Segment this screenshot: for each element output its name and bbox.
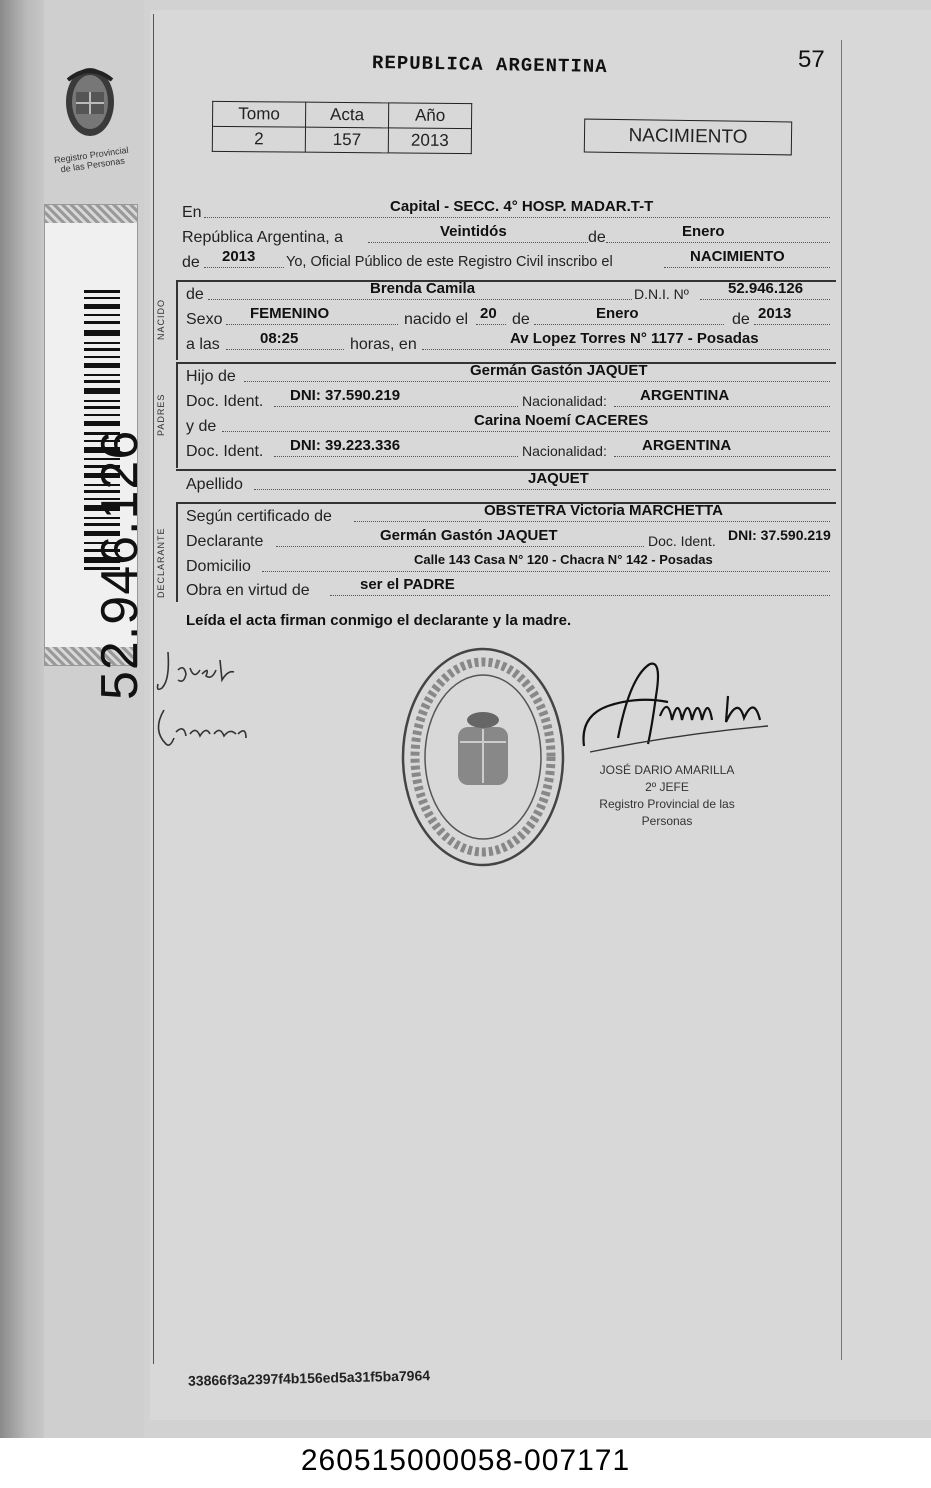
nacido-el-label: nacido el (404, 311, 469, 328)
row-apellido (182, 470, 832, 498)
a-las-label: a las (186, 336, 220, 353)
nacido-hora: 08:25 (260, 330, 299, 347)
act-type-box: NACIMIENTO (584, 119, 792, 156)
book-binding (0, 0, 44, 1438)
nacido-section-label: NACIDO (156, 298, 166, 340)
mes-value: Enero (682, 223, 725, 240)
en-label: En (182, 204, 202, 221)
obra-label: Obra en virtud de (186, 582, 310, 599)
official-signature (578, 656, 778, 756)
anio-value: 2013 (222, 248, 256, 265)
padre-nac-label: Nacionalidad: (522, 393, 607, 409)
padre-doc-label: Doc. Ident. (186, 393, 264, 410)
padre-nacionalidad: ARGENTINA (640, 387, 730, 404)
madre-nombre: Carina Noemí CACERES (474, 412, 649, 429)
row-obra (182, 576, 832, 604)
declarante-section-label: DECLARANTE (156, 527, 166, 598)
nacido-de-label-3: de (732, 311, 750, 328)
barcode-number: 52.946.126 (91, 429, 149, 700)
certificado-value: OBSTETRA Victoria MARCHETTA (484, 502, 723, 519)
registro-label: Registro Provincial de las Personas (53, 144, 130, 175)
domicilio-label: Domicilio (186, 558, 251, 575)
de2-label: de (182, 254, 200, 271)
declarante-label: Declarante (186, 533, 264, 550)
declarante-value: Germán Gastón JAQUET (380, 527, 558, 544)
row-hijo-de (182, 362, 832, 390)
hijo-de-label: Hijo de (186, 368, 236, 385)
inscribo-value: NACIMIENTO (690, 248, 785, 265)
row-y-de (182, 412, 832, 440)
declarante-doc: DNI: 37.590.219 (728, 527, 831, 543)
madre-nacionalidad: ARGENTINA (642, 437, 732, 454)
en-value: Capital - SECC. 4° HOSP. MADAR.T-T (390, 198, 654, 215)
declarante-doc-label: Doc. Ident. (648, 533, 716, 549)
padres-section-label: PADRES (156, 393, 166, 436)
y-de-label: y de (186, 418, 217, 435)
nacido-anio: 2013 (758, 305, 792, 322)
page-number: 57 (798, 46, 825, 73)
document-hash: 33866f3a2397f4b156ed5a31f5ba7964 (187, 1367, 431, 1389)
sexo-value: FEMENINO (250, 305, 330, 322)
record-table (212, 101, 472, 154)
madre-nac-label: Nacionalidad: (522, 443, 607, 459)
nacido-lugar: Av Lopez Torres N° 1177 - Posadas (510, 330, 759, 347)
row-yo (182, 248, 832, 276)
sexo-label: Sexo (186, 311, 223, 328)
nacido-mes: Enero (596, 305, 639, 322)
row-madre-doc (182, 437, 832, 465)
value-anio: 2013 (388, 128, 471, 154)
nacido-nombre: Brenda Camila (370, 280, 476, 297)
dia-value: Veintidós (440, 223, 507, 240)
padre-nombre: Germán Gastón JAQUET (470, 362, 648, 379)
nacido-dni: 52.946.126 (728, 280, 804, 297)
obra-value: ser el PADRE (360, 576, 455, 593)
horas-en-label: horas, en (350, 336, 417, 353)
madre-doc: DNI: 39.223.336 (290, 437, 401, 454)
header-tomo: Tomo (213, 101, 306, 127)
official-title: 2º JEFE (645, 780, 689, 794)
de-label: de (588, 229, 606, 246)
page-title: REPUBLICA ARGENTINA (371, 51, 608, 79)
dni-label: D.N.I. Nº (634, 286, 689, 302)
official-name: JOSÉ DARIO AMARILLA (599, 763, 735, 777)
padre-doc: DNI: 37.590.219 (290, 387, 401, 404)
row-hora (182, 330, 832, 358)
header-acta: Acta (306, 102, 389, 128)
handwritten-signatures (150, 640, 260, 770)
provincial-emblem-icon (62, 62, 118, 148)
nacido-dia: 20 (480, 305, 497, 322)
apellido-value: JAQUET (528, 470, 589, 487)
scan-id: 260515000058-007171 (300, 1444, 631, 1477)
value-acta: 157 (305, 127, 388, 153)
apellido-label: Apellido (186, 476, 243, 493)
official-org: Registro Provincial de las Personas (599, 797, 735, 828)
row-domicilio (182, 552, 832, 580)
nacido-de-label: de (186, 286, 204, 303)
official-signature-block (582, 762, 752, 830)
yo-label: Yo, Oficial Público de este Registro Civil inscribo el (286, 254, 613, 270)
closing-statement: Leída el acta firman conmigo el declarante y la madre. (186, 612, 572, 629)
madre-doc-label: Doc. Ident. (186, 443, 264, 460)
republica-label: República Argentina, a (182, 229, 343, 246)
certificado-label: Según certificado de (186, 508, 332, 525)
header-anio: Año (388, 103, 471, 129)
row-en (182, 198, 832, 226)
official-seal-stamp (398, 642, 568, 872)
scan-id-strip (0, 1438, 931, 1488)
right-margin-line (841, 40, 842, 1360)
value-tomo: 2 (212, 126, 305, 152)
domicilio-value: Calle 143 Casa N° 120 - Chacra N° 142 - Posadas (414, 552, 713, 567)
nacido-de-label-2: de (512, 311, 530, 328)
